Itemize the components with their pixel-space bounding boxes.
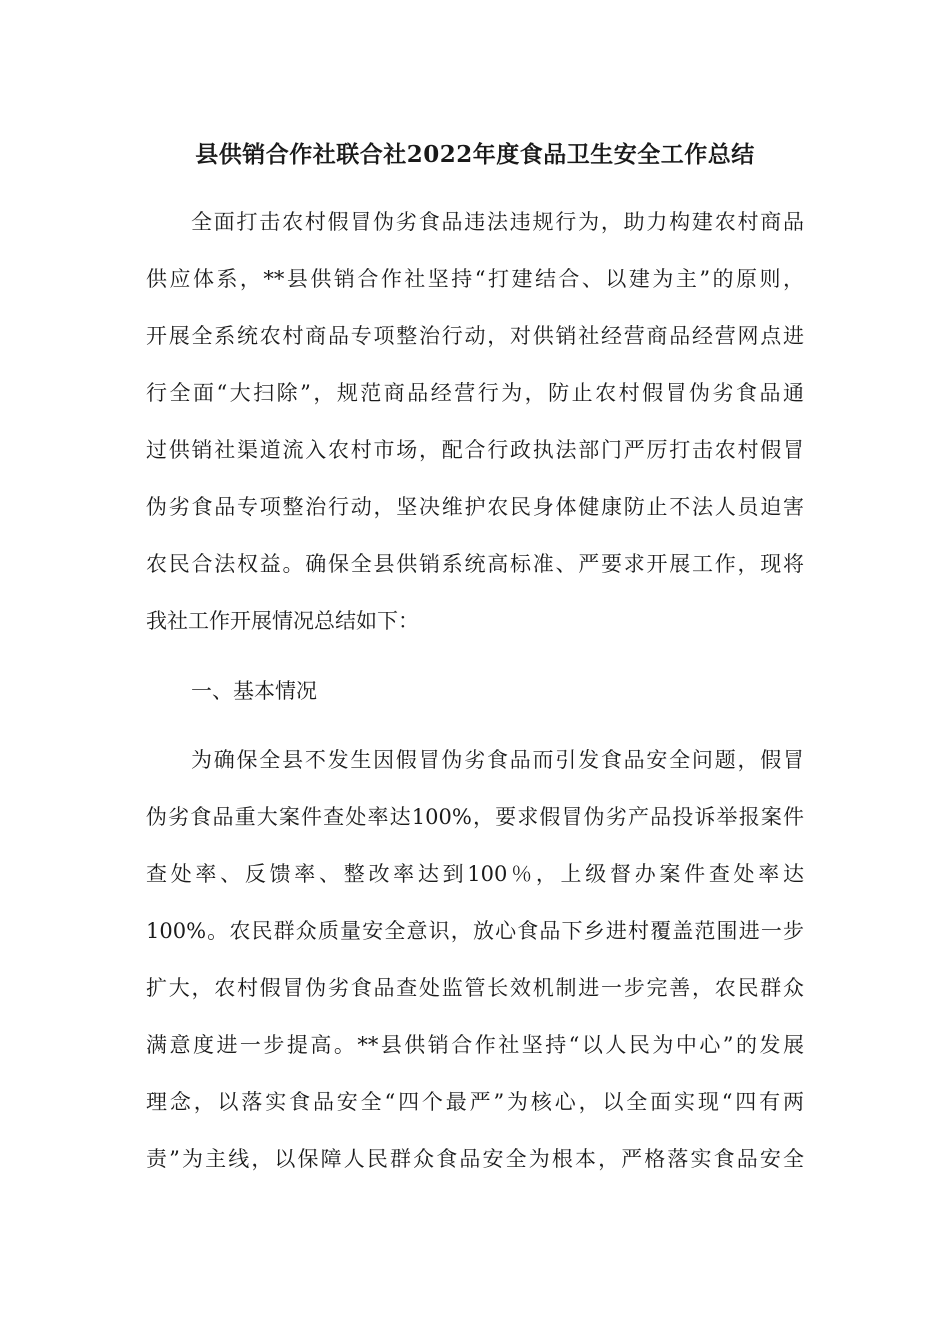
paragraph-line: 理念，以落实食品安全“四个最严”为核心，以全面实现“四有两 (146, 1090, 804, 1114)
paragraph-line: 伪劣食品专项整治行动，坚决维护农民身体健康防止不法人员迫害 (146, 495, 804, 519)
section-heading: 一、基本情况 (191, 679, 317, 703)
paragraph-line: 我社工作开展情况总结如下： (146, 609, 419, 633)
document-title: 县供销合作社联合社2022年度食品卫生安全工作总结 (195, 141, 755, 168)
paragraph-line: 查处率、反馈率、整改率达到100％，上级督办案件查处率达 (146, 862, 804, 886)
paragraph-line: 开展全系统农村商品专项整治行动，对供销社经营商品经营网点进 (146, 324, 804, 348)
paragraph-line: 扩大，农村假冒伪劣食品查处监管长效机制进一步完善，农民群众 (146, 976, 804, 1000)
paragraph-line: 全面打击农村假冒伪劣食品违法违规行为，助力构建农村商品 (191, 210, 804, 234)
paragraph-line: 过供销社渠道流入农村市场，配合行政执法部门严厉打击农村假冒 (146, 438, 804, 462)
paragraph-line: 100%。农民群众质量安全意识，放心食品下乡进村覆盖范围进一步 (146, 919, 804, 943)
paragraph-line: 为确保全县不发生因假冒伪劣食品而引发食品安全问题，假冒 (191, 748, 804, 772)
paragraph-line: 行全面“大扫除”，规范商品经营行为，防止农村假冒伪劣食品通 (146, 381, 804, 405)
paragraph-line: 责”为主线，以保障人民群众食品安全为根本，严格落实食品安全 (146, 1147, 804, 1171)
paragraph-line: 满意度进一步提高。**县供销合作社坚持“以人民为中心”的发展 (146, 1033, 804, 1057)
paragraph-line: 伪劣食品重大案件查处率达100%，要求假冒伪劣产品投诉举报案件 (146, 805, 804, 829)
paragraph-line: 供应体系，**县供销合作社坚持“打建结合、以建为主”的原则， (146, 267, 804, 291)
paragraph-line: 农民合法权益。确保全县供销系统高标准、严要求开展工作，现将 (146, 552, 804, 576)
